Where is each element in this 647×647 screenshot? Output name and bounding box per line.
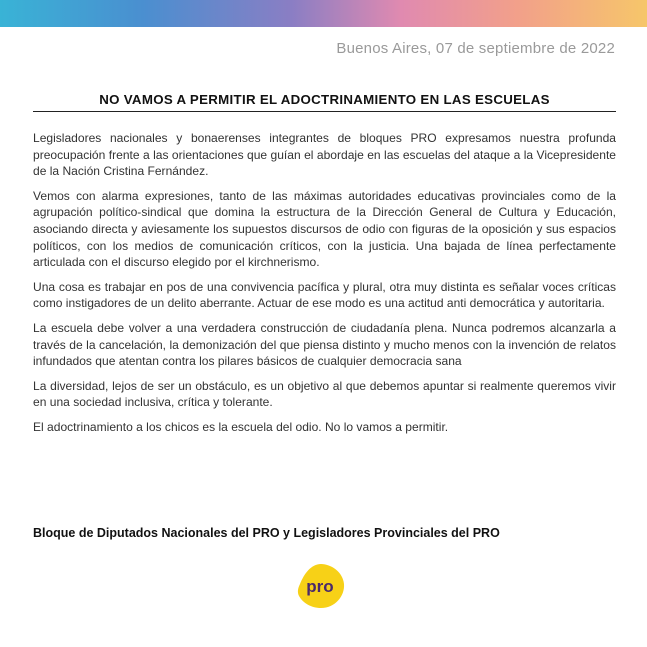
- paragraph-4: La escuela debe volver a una verdadera construcción de ciudadanía plena. Nunca podremos alcanzarla a través de la cancelación, la demonización del que piensa distinto y mucho menos con la invención de relatos infundados que atentan contra los pilares básicos de cualquier democracia sana: [33, 320, 616, 369]
- pro-logo: [295, 562, 347, 610]
- document-body: [33, 130, 616, 444]
- paragraph-6: El adoctrinamiento a los chicos es la escuela del odio. No lo vamos a permitir.: [33, 419, 449, 434]
- document-date: Buenos Aires, 07 de septiembre de 2022: [336, 40, 615, 57]
- document-title: NO VAMOS A PERMITIR EL ADOCTRINAMIENTO EN LAS ESCUELAS: [33, 92, 616, 112]
- paragraph-1: Legisladores nacionales y bonaerenses integrantes de bloques PRO expresamos nuestra profunda preocupación frente a las orientaciones que guían el abordaje en las escuelas del ataque a la Vicepresidente de la Nación Cristina Fernández.: [33, 131, 616, 179]
- paragraph-5: La diversidad, lejos de ser un obstáculo, es un objetivo al que debemos apuntar si realmente queremos vivir en una sociedad inclusiva, crítica y tolerante.: [33, 378, 616, 410]
- signature: Bloque de Diputados Nacionales del PRO y Legisladores Provinciales del PRO: [33, 526, 500, 540]
- logo-text: pro: [306, 577, 334, 596]
- paragraph-3: Una cosa es trabajar en pos de una convivencia pacífica y plural, otra muy distinta es señalar voces críticas como instigadores de un delito aberrante. Actuar de ese modo es una actitud anti democrática y autoritaria.: [33, 279, 616, 311]
- paragraph-2: Vemos con alarma expresiones, tanto de las máximas autoridades educativas provinciales como de la agrupación político-sindical que domina la estructura de la Dirección General de Cultura y Educación, asociando directa y aviesamente los supuestos discursos de odio con figuras de la oposición y sus espacios políticos, con los medios de comunicación críticos, con la justicia. Una bajada de línea perfectamente articulada con el discurso elegido por el kirchnerismo.: [33, 188, 616, 270]
- header-gradient-bar: [0, 0, 647, 27]
